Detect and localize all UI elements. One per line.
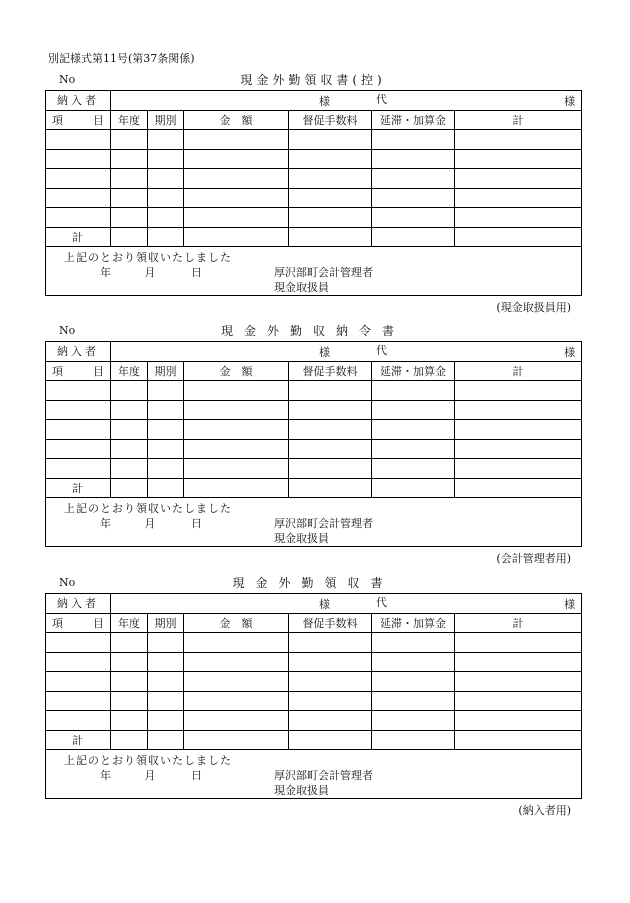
table-row <box>46 633 582 653</box>
item-cell[interactable] <box>46 652 111 672</box>
period-cell[interactable] <box>148 188 184 208</box>
col-total: 計 <box>455 110 582 130</box>
payer-label: 納入者 <box>46 342 111 362</box>
total-cell[interactable] <box>455 691 582 711</box>
payer-name-field[interactable] <box>111 594 582 614</box>
receipt-table <box>45 593 582 799</box>
late-cell[interactable] <box>372 130 455 150</box>
col-item: 項 目 <box>46 613 111 633</box>
amount-cell[interactable] <box>184 730 289 750</box>
fee-cell[interactable] <box>289 420 372 440</box>
receipt-section-staff-copy <box>45 70 581 315</box>
amount-cell[interactable] <box>184 381 289 401</box>
payer-name-field[interactable] <box>111 91 582 111</box>
table-row <box>46 691 582 711</box>
col-fiscal-year: 年度 <box>111 110 148 130</box>
table-row <box>46 169 582 189</box>
year-cell[interactable] <box>111 478 148 498</box>
col-fiscal-year: 年度 <box>111 361 148 381</box>
period-cell[interactable] <box>148 652 184 672</box>
item-cell[interactable] <box>46 691 111 711</box>
period-cell[interactable] <box>148 633 184 653</box>
total-cell[interactable] <box>455 439 582 459</box>
fee-cell[interactable] <box>289 208 372 228</box>
table-row <box>46 652 582 672</box>
total-cell[interactable] <box>455 130 582 150</box>
table-row <box>46 420 582 440</box>
period-cell[interactable] <box>148 420 184 440</box>
table-row <box>46 208 582 228</box>
total-label: 計 <box>46 730 111 750</box>
period-cell[interactable] <box>148 711 184 731</box>
period-cell[interactable] <box>148 439 184 459</box>
amount-cell[interactable] <box>184 711 289 731</box>
period-cell[interactable] <box>148 672 184 692</box>
amount-cell[interactable] <box>184 691 289 711</box>
col-amount: 金 額 <box>184 361 289 381</box>
total-cell[interactable] <box>455 459 582 479</box>
item-cell[interactable] <box>46 420 111 440</box>
payer-name-field[interactable] <box>111 342 582 362</box>
item-cell[interactable] <box>46 711 111 731</box>
section-header <box>45 573 581 593</box>
fee-cell[interactable] <box>289 400 372 420</box>
late-cell[interactable] <box>372 439 455 459</box>
period-cell[interactable] <box>148 381 184 401</box>
month-label: 月 <box>144 517 156 530</box>
receipt-statement <box>46 498 582 547</box>
section-title: 現金外勤領収書(控) <box>240 73 386 87</box>
year-cell[interactable] <box>111 130 148 150</box>
total-row <box>46 478 582 498</box>
table-row <box>46 439 582 459</box>
col-total: 計 <box>455 613 582 633</box>
col-dunning-fee: 督促手数料 <box>289 361 372 381</box>
cash-clerk: 現金取扱員 <box>274 532 329 545</box>
year-cell[interactable] <box>111 227 148 247</box>
payer-row <box>46 91 582 111</box>
footer-row <box>46 498 582 547</box>
year-cell[interactable] <box>111 459 148 479</box>
fee-cell[interactable] <box>289 633 372 653</box>
item-cell[interactable] <box>46 381 111 401</box>
period-cell[interactable] <box>148 478 184 498</box>
year-cell[interactable] <box>111 672 148 692</box>
total-label: 計 <box>46 478 111 498</box>
fee-cell[interactable] <box>289 130 372 150</box>
late-cell[interactable] <box>372 459 455 479</box>
total-cell[interactable] <box>455 730 582 750</box>
late-cell[interactable] <box>372 149 455 169</box>
col-late-fee: 延滞・加算金 <box>372 110 455 130</box>
payer-row <box>46 594 582 614</box>
table-row <box>46 130 582 150</box>
year-cell[interactable] <box>111 420 148 440</box>
year-cell[interactable] <box>111 691 148 711</box>
year-cell[interactable] <box>111 439 148 459</box>
total-cell[interactable] <box>455 400 582 420</box>
late-cell[interactable] <box>372 420 455 440</box>
copy-designation: (現金取扱員用) <box>496 301 571 314</box>
col-amount: 金 額 <box>184 613 289 633</box>
item-cell[interactable] <box>46 633 111 653</box>
amount-cell[interactable] <box>184 208 289 228</box>
total-cell[interactable] <box>455 420 582 440</box>
total-cell[interactable] <box>455 381 582 401</box>
item-cell[interactable] <box>46 188 111 208</box>
year-label: 年 <box>100 517 111 530</box>
day-label: 日 <box>191 769 202 782</box>
accounting-officer: 厚沢部町会計管理者 <box>274 517 373 530</box>
amount-cell[interactable] <box>184 188 289 208</box>
late-cell[interactable] <box>372 652 455 672</box>
cash-clerk: 現金取扱員 <box>274 784 329 797</box>
year-cell[interactable] <box>111 381 148 401</box>
amount-cell[interactable] <box>184 400 289 420</box>
accounting-officer: 厚沢部町会計管理者 <box>274 769 373 782</box>
late-cell[interactable] <box>372 672 455 692</box>
amount-cell[interactable] <box>184 420 289 440</box>
receipt-text: 上記のとおり領収いたしました <box>64 502 232 515</box>
footer-row <box>46 750 582 799</box>
payer-representative-label: 代 <box>376 596 387 609</box>
amount-cell[interactable] <box>184 439 289 459</box>
number-label: No <box>59 324 76 337</box>
col-dunning-fee: 督促手数料 <box>289 613 372 633</box>
fee-cell[interactable] <box>289 149 372 169</box>
period-cell[interactable] <box>148 400 184 420</box>
footer-row <box>46 247 582 296</box>
representative-honorific: 様 <box>564 95 576 108</box>
total-cell[interactable] <box>455 672 582 692</box>
total-row <box>46 227 582 247</box>
fee-cell[interactable] <box>289 188 372 208</box>
cash-clerk: 現金取扱員 <box>274 281 329 294</box>
item-cell[interactable] <box>46 169 111 189</box>
item-cell[interactable] <box>46 672 111 692</box>
total-cell[interactable] <box>455 227 582 247</box>
column-header-row <box>46 110 582 130</box>
total-cell[interactable] <box>455 208 582 228</box>
receipt-date[interactable] <box>100 767 202 783</box>
period-cell[interactable] <box>148 130 184 150</box>
late-cell[interactable] <box>372 633 455 653</box>
number-label: No <box>59 73 76 86</box>
period-cell[interactable] <box>148 227 184 247</box>
year-cell[interactable] <box>111 149 148 169</box>
form-reference: 別記様式第11号(第37条関係) <box>48 52 195 65</box>
table-row <box>46 672 582 692</box>
section-title: 現金外勤収納令書 <box>220 324 405 338</box>
fee-cell[interactable] <box>289 652 372 672</box>
payer-honorific: 様 <box>319 346 330 359</box>
late-cell[interactable] <box>372 169 455 189</box>
fee-cell[interactable] <box>289 381 372 401</box>
receipt-text: 上記のとおり領収いたしました <box>64 754 232 767</box>
amount-cell[interactable] <box>184 227 289 247</box>
year-cell[interactable] <box>111 652 148 672</box>
month-label: 月 <box>144 769 156 782</box>
column-header-row <box>46 613 582 633</box>
year-label: 年 <box>100 769 111 782</box>
year-cell[interactable] <box>111 633 148 653</box>
table-row <box>46 459 582 479</box>
col-late-fee: 延滞・加算金 <box>372 613 455 633</box>
total-cell[interactable] <box>455 478 582 498</box>
col-period: 期別 <box>148 361 184 381</box>
fee-cell[interactable] <box>289 672 372 692</box>
col-dunning-fee: 督促手数料 <box>289 110 372 130</box>
total-cell[interactable] <box>455 149 582 169</box>
fee-cell[interactable] <box>289 478 372 498</box>
year-cell[interactable] <box>111 711 148 731</box>
late-cell[interactable] <box>372 208 455 228</box>
payer-label: 納入者 <box>46 594 111 614</box>
total-label: 計 <box>46 227 111 247</box>
section-header <box>45 321 581 341</box>
table-row <box>46 711 582 731</box>
amount-cell[interactable] <box>184 130 289 150</box>
col-period: 期別 <box>148 613 184 633</box>
payer-honorific: 様 <box>319 598 330 611</box>
receipt-table <box>45 90 582 296</box>
receipt-statement <box>46 247 582 296</box>
item-cell[interactable] <box>46 149 111 169</box>
col-item: 項 目 <box>46 110 111 130</box>
fee-cell[interactable] <box>289 439 372 459</box>
table-row <box>46 400 582 420</box>
total-cell[interactable] <box>455 169 582 189</box>
section-header <box>45 70 581 90</box>
item-cell[interactable] <box>46 130 111 150</box>
representative-honorific: 様 <box>564 598 576 611</box>
year-cell[interactable] <box>111 208 148 228</box>
fee-cell[interactable] <box>289 711 372 731</box>
receipt-section-payer-copy <box>45 573 581 818</box>
col-item: 項 目 <box>46 361 111 381</box>
fee-cell[interactable] <box>289 459 372 479</box>
receipt-text: 上記のとおり領収いたしました <box>64 251 232 264</box>
payer-label: 納入者 <box>46 91 111 111</box>
day-label: 日 <box>191 266 202 279</box>
item-cell[interactable] <box>46 459 111 479</box>
payer-row <box>46 342 582 362</box>
receipt-date[interactable] <box>100 515 202 531</box>
total-cell[interactable] <box>455 188 582 208</box>
col-late-fee: 延滞・加算金 <box>372 361 455 381</box>
late-cell[interactable] <box>372 730 455 750</box>
column-header-row <box>46 361 582 381</box>
payer-representative-label: 代 <box>376 93 387 106</box>
total-cell[interactable] <box>455 633 582 653</box>
year-cell[interactable] <box>111 400 148 420</box>
amount-cell[interactable] <box>184 459 289 479</box>
receipt-statement <box>46 750 582 799</box>
period-cell[interactable] <box>148 691 184 711</box>
col-total: 計 <box>455 361 582 381</box>
receipt-table <box>45 341 582 547</box>
year-cell[interactable] <box>111 730 148 750</box>
accounting-officer: 厚沢部町会計管理者 <box>274 266 373 279</box>
payer-honorific: 様 <box>319 95 330 108</box>
late-cell[interactable] <box>372 227 455 247</box>
total-cell[interactable] <box>455 711 582 731</box>
fee-cell[interactable] <box>289 730 372 750</box>
year-label: 年 <box>100 266 111 279</box>
period-cell[interactable] <box>148 208 184 228</box>
receipt-date[interactable] <box>100 264 202 280</box>
period-cell[interactable] <box>148 459 184 479</box>
year-cell[interactable] <box>111 169 148 189</box>
item-cell[interactable] <box>46 400 111 420</box>
amount-cell[interactable] <box>184 672 289 692</box>
period-cell[interactable] <box>148 730 184 750</box>
late-cell[interactable] <box>372 711 455 731</box>
representative-honorific: 様 <box>564 346 576 359</box>
amount-cell[interactable] <box>184 478 289 498</box>
year-cell[interactable] <box>111 188 148 208</box>
amount-cell[interactable] <box>184 652 289 672</box>
item-cell[interactable] <box>46 439 111 459</box>
day-label: 日 <box>191 517 202 530</box>
total-row <box>46 730 582 750</box>
col-fiscal-year: 年度 <box>111 613 148 633</box>
col-period: 期別 <box>148 110 184 130</box>
number-label: No <box>59 576 76 589</box>
period-cell[interactable] <box>148 169 184 189</box>
col-amount: 金 額 <box>184 110 289 130</box>
month-label: 月 <box>144 266 156 279</box>
item-cell[interactable] <box>46 208 111 228</box>
amount-cell[interactable] <box>184 633 289 653</box>
fee-cell[interactable] <box>289 227 372 247</box>
table-row <box>46 188 582 208</box>
amount-cell[interactable] <box>184 169 289 189</box>
fee-cell[interactable] <box>289 169 372 189</box>
payer-representative-label: 代 <box>376 344 387 357</box>
total-cell[interactable] <box>455 652 582 672</box>
receipt-section-officer-copy <box>45 321 581 566</box>
late-cell[interactable] <box>372 188 455 208</box>
late-cell[interactable] <box>372 691 455 711</box>
late-cell[interactable] <box>372 381 455 401</box>
copy-designation: (会計管理者用) <box>496 552 571 565</box>
period-cell[interactable] <box>148 149 184 169</box>
table-row <box>46 149 582 169</box>
late-cell[interactable] <box>372 400 455 420</box>
table-row <box>46 381 582 401</box>
fee-cell[interactable] <box>289 691 372 711</box>
late-cell[interactable] <box>372 478 455 498</box>
amount-cell[interactable] <box>184 149 289 169</box>
section-title: 現金外勤領収書 <box>232 576 394 590</box>
copy-designation: (納入者用) <box>518 804 571 817</box>
